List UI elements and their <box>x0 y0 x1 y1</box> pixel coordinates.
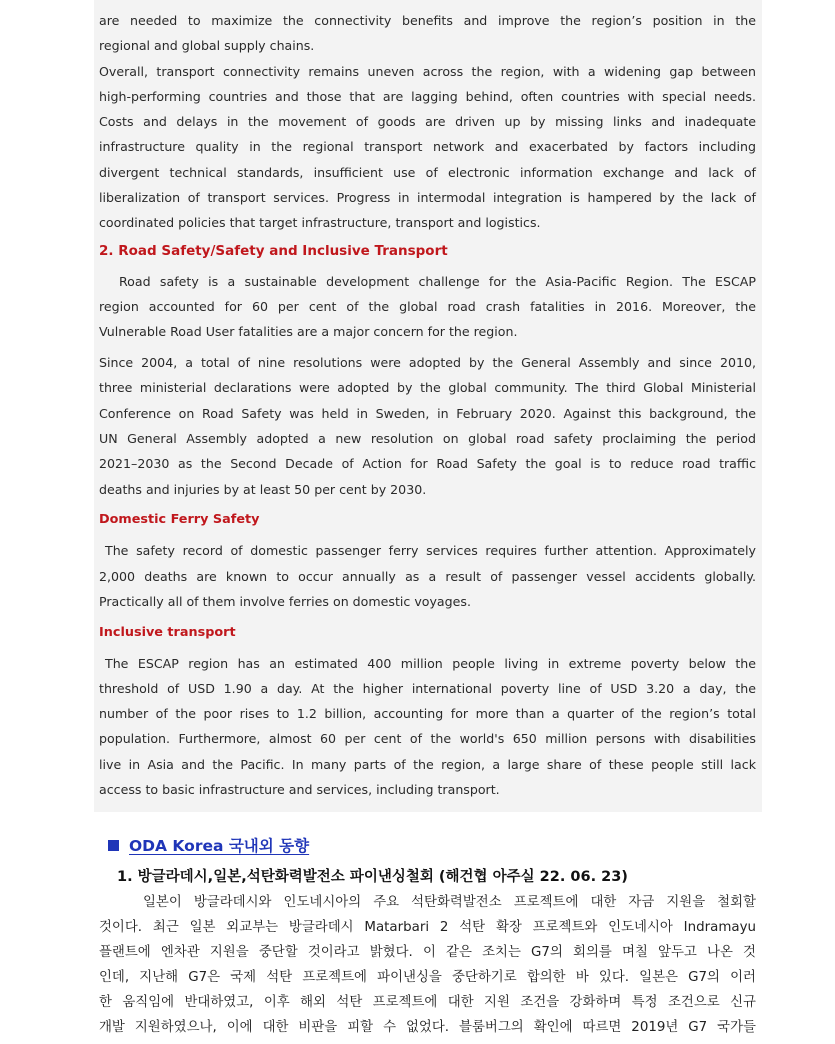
korean-text-line: 개발 지원하였으나, 이에 대한 비판을 피할 수 없었다. 블룸버그의 확인에 따르면 2019년 G7 국가들 <box>99 1020 756 1035</box>
text-line: The safety record of domestic passenger ferry services requires further attention. Approximately <box>105 543 756 558</box>
oda-title-text: ODA Korea 국내외 동향 <box>129 837 310 855</box>
text-line: 2021–2030 as the Second Decade of Action for Road Safety the goal is to reduce road traffic <box>99 456 756 471</box>
text-line: threshold of USD 1.90 a day. At the higher international poverty line of USD 3.20 a day, the <box>99 681 756 696</box>
text-line: number of the poor rises to 1.2 billion, accounting for more than a quarter of the region’s total <box>99 706 756 721</box>
text-line: Overall, transport connectivity remains uneven across the region, with a widening gap between <box>99 64 756 79</box>
text-line: divergent technical standards, insufficient use of electronic information exchange and lack of <box>99 165 756 180</box>
text-line: liberalization of transport services. Progress in intermodal integration is hampered by the lack of <box>99 190 756 205</box>
text-line: Practically all of them involve ferries on domestic voyages. <box>99 594 471 609</box>
news-title: 1. 방글라데시,일본,석탄화력발전소 파이낸싱철회 (해건협 아주실 22. 06. 23) <box>117 869 628 885</box>
text-line: live in Asia and the Pacific. In many parts of the region, a large share of these people still lack <box>99 757 756 772</box>
text-line: Vulnerable Road User fatalities are a major concern for the region. <box>99 324 518 339</box>
subsection-heading: Domestic Ferry Safety <box>99 512 260 527</box>
text-line: The ESCAP region has an estimated 400 million people living in extreme poverty below the <box>105 656 756 671</box>
text-line: population. Furthermore, almost 60 per cent of the world's 650 million persons with disabilities <box>99 731 756 746</box>
text-line: region accounted for 60 per cent of the global road crash fatalities in 2016. Moreover, the <box>99 299 756 314</box>
oda-section-title <box>108 834 309 856</box>
text-line: deaths and injuries by at least 50 per cent by 2030. <box>99 482 427 497</box>
text-line: regional and global supply chains. <box>99 38 315 53</box>
text-line: three ministerial declarations were adopted by the global community. The third Global Ministerial <box>99 380 756 395</box>
korean-text-line: 인데, 지난해 G7은 국제 석탄 프로젝트에 파이낸싱을 중단하기로 합의한 바 있다. 일본은 G7의 이러 <box>99 970 756 985</box>
korean-text-line: 것이다. 최근 일본 외교부는 방글라데시 Matarbari 2 석탄 확장 프로젝트와 인도네시아 Indramayu <box>99 920 756 935</box>
text-line: coordinated policies that target infrastructure, transport and logistics. <box>99 215 541 230</box>
square-bullet-icon <box>108 840 119 851</box>
text-line: infrastructure quality in the regional transport network and exacerbated by factors including <box>99 139 756 154</box>
text-line: are needed to maximize the connectivity benefits and improve the region’s position in the <box>99 13 756 28</box>
text-line: high-performing countries and those that are lagging behind, often countries with special needs. <box>99 89 756 104</box>
text-line: UN General Assembly adopted a new resolution on global road safety proclaiming the period <box>99 431 756 446</box>
korean-text-line: 플랜트에 엔차관 지원을 중단할 것이라고 밝혔다. 이 같은 조치는 G7의 회의를 며칠 앞두고 나온 것 <box>99 945 756 960</box>
text-line: Costs and delays in the movement of goods are driven up by missing links and inadequate <box>99 114 756 129</box>
section-heading: 2. Road Safety/Safety and Inclusive Transport <box>99 243 448 259</box>
text-line: Road safety is a sustainable development challenge for the Asia-Pacific Region. The ESCAP <box>119 274 756 289</box>
text-line: Since 2004, a total of nine resolutions were adopted by the General Assembly and since 2010, <box>99 355 756 370</box>
korean-text-line: 일본이 방글라데시와 인도네시아의 주요 석탄화력발전소 프로젝트에 대한 자금 지원을 철회할 <box>143 895 756 910</box>
text-line: Conference on Road Safety was held in Sweden, in February 2020. Against this background, the <box>99 406 756 421</box>
korean-text-line: 한 움직임에 반대하였고, 이후 해외 석탄 프로젝트에 대한 지원 조건을 강화하며 특정 조건으로 신규 <box>99 995 756 1010</box>
text-line: access to basic infrastructure and services, including transport. <box>99 782 500 797</box>
text-line: 2,000 deaths are known to occur annually as a result of passenger vessel accidents globally. <box>99 569 756 584</box>
subsection-heading: Inclusive transport <box>99 625 236 640</box>
